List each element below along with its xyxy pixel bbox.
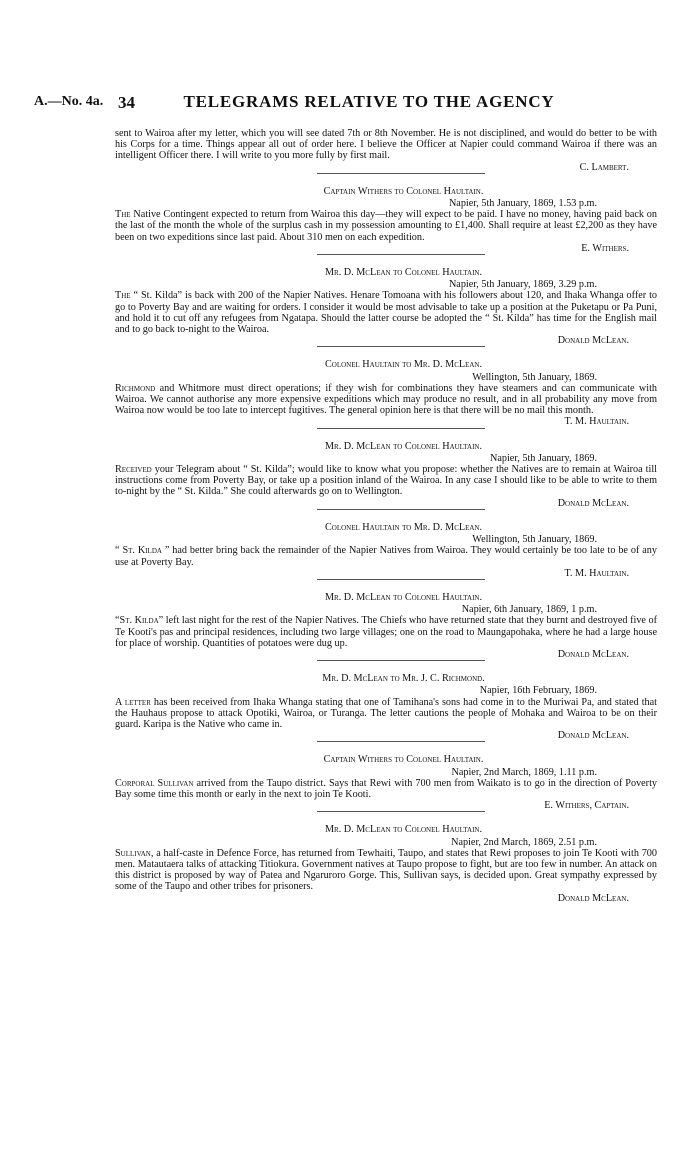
telegram-place-date: Napier, 6th January, 1869, 1 p.m. bbox=[461, 604, 597, 616]
page-header bbox=[34, 94, 674, 114]
signature: T. M. Haultain. bbox=[564, 567, 629, 579]
signature: Donald McLean. bbox=[557, 497, 629, 509]
telegram-body bbox=[115, 848, 657, 893]
telegram bbox=[115, 661, 657, 742]
signature: Donald McLean. bbox=[557, 892, 629, 904]
telegram-heading: Mr. D. McLean to Mr. J. C. Richmond. bbox=[322, 673, 485, 685]
intro-text: sent to Wairoa after my letter, which you will see dated 7th or 8th November. He is not disciplined, and would do better to be with his Corps for a time. Things appear all out of order here. I believe the Officer at Napier could command Wairoa if there was an intelligent Officer there. I will write to you more fully by first mail. bbox=[115, 128, 657, 162]
telegram-lead-word: Received bbox=[115, 464, 152, 476]
telegram-place-date: Napier, 5th January, 1869, 3.29 p.m. bbox=[448, 279, 597, 291]
telegram-lead-word: The bbox=[115, 209, 131, 221]
signature: C. Lambert. bbox=[579, 161, 629, 173]
telegram-text: arrived from the Taupo district. Says that Rewi with 700 men from Waikato is to go in the direction of Poverty Bay some time this month or early in the next to join Te Kooti. bbox=[115, 777, 657, 800]
telegram-heading: Mr. D. McLean to Colonel Haultain. bbox=[324, 267, 483, 279]
telegram-list bbox=[115, 174, 657, 904]
telegram-body bbox=[115, 697, 657, 731]
signature: Donald McLean. bbox=[557, 730, 629, 742]
telegram-place-date: Napier, 5th January, 1869, 1.53 p.m. bbox=[448, 198, 597, 210]
divider bbox=[317, 346, 485, 347]
telegram-heading: Colonel Haultain to Mr. D. McLean. bbox=[324, 359, 483, 371]
divider bbox=[317, 509, 485, 510]
divider bbox=[317, 660, 485, 661]
telegram-text: left last night for the rest of the Napier Natives. The Chiefs who have returned state that they burnt and destroyed five of Te Kooti's pas and principal residences, including two large villages; one on the road to Maungapohaka, where he had a large house for place of worship. Quantities of potatoes were dug up. bbox=[115, 615, 657, 649]
telegram-body bbox=[115, 290, 657, 335]
telegram-heading: Colonel Haultain to Mr. D. McLean. bbox=[324, 521, 483, 533]
telegram-place-date: Napier, 16th February, 1869. bbox=[479, 685, 597, 697]
telegram-text: had better bring back the remainder of the Napier Natives from Wairoa. They would certainly be too late to be of any use at Poverty Bay. bbox=[115, 545, 657, 568]
intro-block bbox=[115, 128, 657, 174]
telegram-body bbox=[115, 545, 657, 567]
telegram-body bbox=[115, 209, 657, 243]
telegram bbox=[115, 580, 657, 661]
telegram-lead-word: “ St. Kilda ” bbox=[115, 545, 170, 557]
telegram-body bbox=[115, 778, 657, 800]
telegram-lead-word: A letter bbox=[115, 696, 151, 708]
telegram-place-date: Wellington, 5th January, 1869. bbox=[472, 534, 597, 546]
telegram-text: a half-caste in Defence Force, has returned from Tewhaiti, Taupo, and states that Rewi proposes to join Te Kooti with 700 men. Matautaera talks of attacking Titiokura. Government natives at Taupo propose to fight, but are too few in number. An attack on this district is proposed by way of Patea and Ngaruroro Gorge. This, Sullivan says, is decided upon. Great sympathy expressed by some of the Taupo and other tribes for prisoners. bbox=[115, 847, 657, 893]
series-number: A.—No. 4a. bbox=[34, 94, 104, 109]
telegram-heading: Mr. D. McLean to Colonel Haultain. bbox=[324, 824, 483, 836]
telegram-text: your Telegram about “ St. Kilda”; would like to know what you propose: whether the Natives are to remain at Wairoa till instructions come from Poverty Bay, or take up a position inland of the Wairoa. In any case I should like to be able to write to them to-night by the “ St. Kilda.” She could afterwards go on to Wellington. bbox=[115, 464, 657, 498]
telegram-text: Native Contingent expected to return from Wairoa this day—they will expect to be paid. I have no money, having paid back on the last of the month the whole of the surplus cash in my possession amounting to £1,400. Shall require at least £2,200 as they have been on two expeditions since last paid. About 310 men on each expedition. bbox=[115, 209, 657, 243]
divider bbox=[317, 254, 485, 255]
document-body bbox=[115, 128, 657, 904]
telegram-place-date: Napier, 2nd March, 1869, 1.11 p.m. bbox=[451, 766, 597, 778]
telegram bbox=[115, 174, 657, 255]
telegram-place-date: Napier, 5th January, 1869. bbox=[489, 452, 597, 464]
telegram bbox=[115, 812, 657, 903]
telegram-place-date: Wellington, 5th January, 1869. bbox=[472, 371, 597, 383]
telegram-lead-word: Richmond bbox=[115, 382, 156, 394]
telegram-heading: Mr. D. McLean to Colonel Haultain. bbox=[324, 591, 483, 603]
telegram-heading: Captain Withers to Colonel Haultain. bbox=[323, 185, 484, 197]
telegram-place-date: Napier, 2nd March, 1869, 2.51 p.m. bbox=[451, 836, 597, 848]
page-number: 34 bbox=[118, 93, 135, 112]
signature: E. Withers. bbox=[581, 242, 629, 254]
telegram-heading: Captain Withers to Colonel Haultain. bbox=[323, 754, 484, 766]
telegram-body bbox=[115, 615, 657, 649]
telegram bbox=[115, 347, 657, 428]
telegram bbox=[115, 429, 657, 510]
signature: T. M. Haultain. bbox=[564, 416, 629, 428]
divider bbox=[317, 741, 485, 742]
page-title: TELEGRAMS RELATIVE TO THE AGENCY bbox=[183, 92, 555, 111]
telegram-body bbox=[115, 464, 657, 498]
telegram-text: and Whitmore must direct operations; if they wish for combinations they have steamers and can communicate with Wairoa. We cannot authorise any more expensive expeditions which may produce no result, and in all probability any move from Wairoa now would be too late to intercept fugitives. The general opinion here is that there will be no mail this month. bbox=[115, 382, 657, 417]
telegram bbox=[115, 255, 657, 347]
telegram-heading: Mr. D. McLean to Colonel Haultain. bbox=[324, 440, 483, 452]
signature: E. Withers, Captain. bbox=[544, 800, 629, 812]
telegram-text: has been received from Ihaka Whanga stating that one of Tamihana's sons had come in to the Muriwai Pa, and stated that the Hauhaus propose to attack Opotiki, Wairoa, or Turanga. The letter cautions the people of Mohaka and Wairoa to be on their guard. Karipa is the Native who came in. bbox=[115, 696, 657, 730]
telegram-body bbox=[115, 383, 657, 417]
divider bbox=[317, 428, 485, 429]
telegram-lead-word: Sullivan, bbox=[115, 847, 154, 859]
telegram-text: “ St. Kilda” is back with 200 of the Napier Natives. Henare Tomoana with his followers about 120, and Ihaka Whanga offer to go to Poverty Bay and are waiting for orders. I consider it would be most advisable to take up a position at the Puketapu or Pa Puni, and hold it to cut off any refugees from Ngatapa. Should the latter course be adopted the “ St. Kilda” has time for the English mail and to go back to-night to the Wairoa. bbox=[115, 290, 657, 336]
telegram bbox=[115, 742, 657, 812]
signature: Donald McLean. bbox=[557, 648, 629, 660]
divider bbox=[317, 173, 485, 174]
divider bbox=[317, 579, 485, 580]
telegram-lead-word: “St. Kilda” bbox=[115, 615, 164, 627]
divider bbox=[317, 811, 485, 812]
signature: Donald McLean. bbox=[557, 335, 629, 347]
telegram-lead-word: Corporal Sullivan bbox=[115, 777, 194, 789]
telegram bbox=[115, 510, 657, 580]
telegram-lead-word: The bbox=[115, 290, 131, 302]
